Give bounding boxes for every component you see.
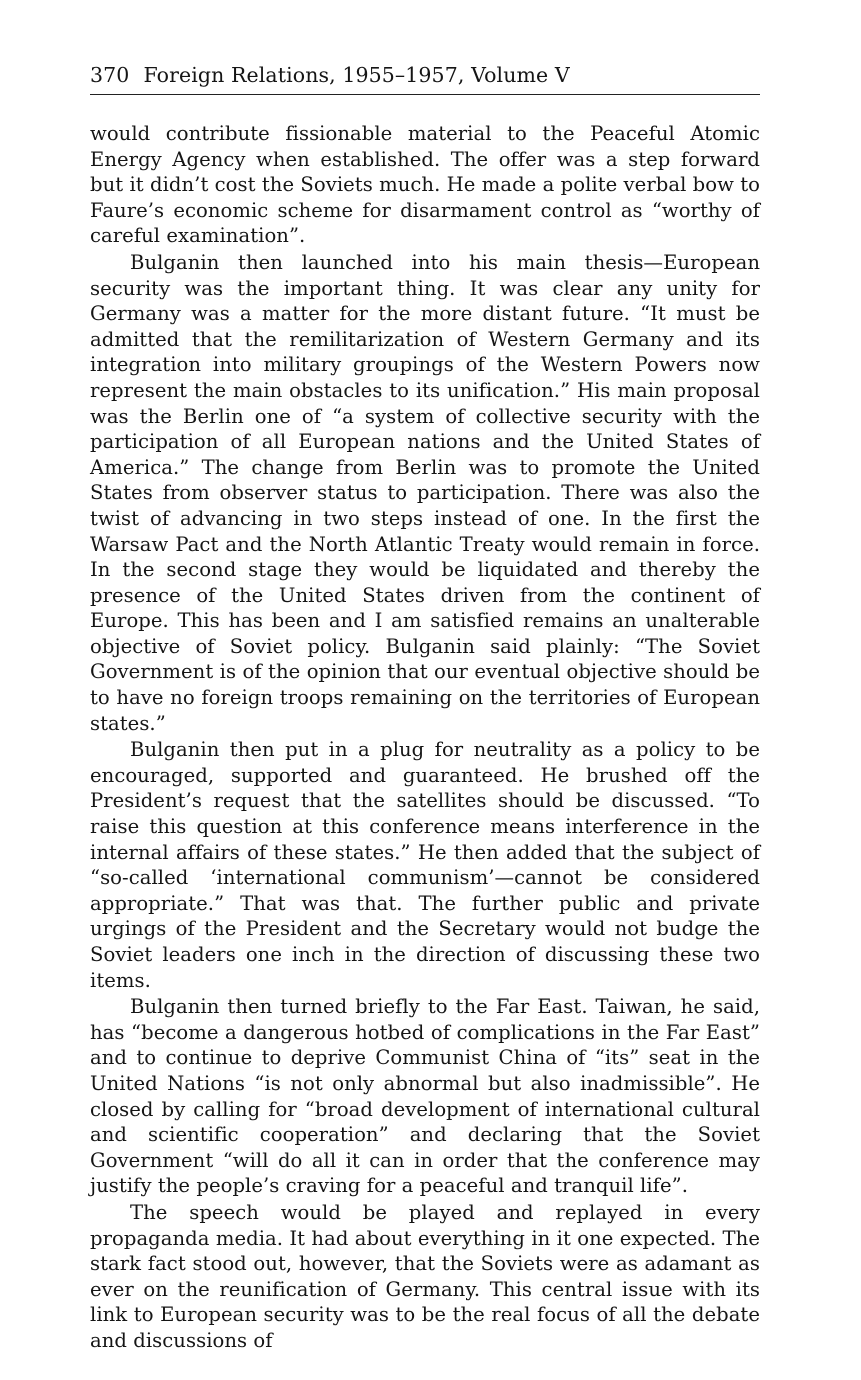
paragraph-far-east: Bulganin then turned briefly to the Far East. Taiwan, he said, has “become a dangerous hotbed of complications in the Far East” and to continue to deprive Communist China of “its” seat in the United Nations “is not only abnormal but also inadmissible”. He closed by calling for “broad development of international cultural and scientific cooperation” and declaring that the Soviet Government “will do all it can in order that the conference may justify the people’s craving for a peaceful and tranquil life”. <box>90 995 760 1198</box>
paragraph-speech-summary: The speech would be played and replayed in every propaganda media. It had about everything in it one expected. The stark fact stood out, however, that the Soviets were as adamant as ever on the reunification of Germany. This central issue with its link to European security was to be the real focus of all the debate and discussions of <box>90 1200 760 1352</box>
running-header-title: Foreign Relations, 1955–1957, Volume V <box>143 63 570 87</box>
page-number: 370 <box>90 63 130 87</box>
paragraph-neutrality: Bulganin then put in a plug for neutrality as a policy to be encouraged, supported and guaranteed. He brushed off the President’s request that the satellites should be discussed. “To raise this question at this conference means interference in the internal affairs of these states.” He then added that the subject of “so-called ‘international communism’—cannot be considered appropriate.” That was that. The further public and private urgings of the President and the Secretary would not budge the Soviet leaders one inch in the direction of discussing these two items. <box>90 738 760 992</box>
paragraph-continued: would contribute fissionable material to the Peaceful Atomic Energy Agency when established. The offer was a step forward but it didn’t cost the Soviets much. He made a polite verbal bow to Faure’s economic scheme for disarmament control as “worthy of careful examination”. <box>90 122 760 248</box>
body-text <box>90 121 760 1354</box>
document-page <box>90 62 760 1355</box>
paragraph-european-security: Bulganin then launched into his main thesis—European security was the important thing. It was clear any unity for Germany was a matter for the more distant future. “It must be admitted that the remilitarization of Western Germany and its integration into military groupings of the Western Powers now represent the main obstacles to its unification.” His main proposal was the Berlin one of “a system of collective security with the participation of all European nations and the United States of America.” The change from Berlin was to promote the United States from observer status to participation. There was also the twist of advancing in two steps instead of one. In the first the Warsaw Pact and the North Atlantic Treaty would remain in force. In the second stage they would be liquidated and thereby the presence of the United States driven from the continent of Europe. This has been and I am satisfied remains an unalterable objective of Soviet policy. Bulganin said plainly: “The Soviet Government is of the opinion that our eventual objective should be to have no foreign troops remaining on the territories of European states.” <box>90 250 760 735</box>
running-header <box>90 62 760 95</box>
